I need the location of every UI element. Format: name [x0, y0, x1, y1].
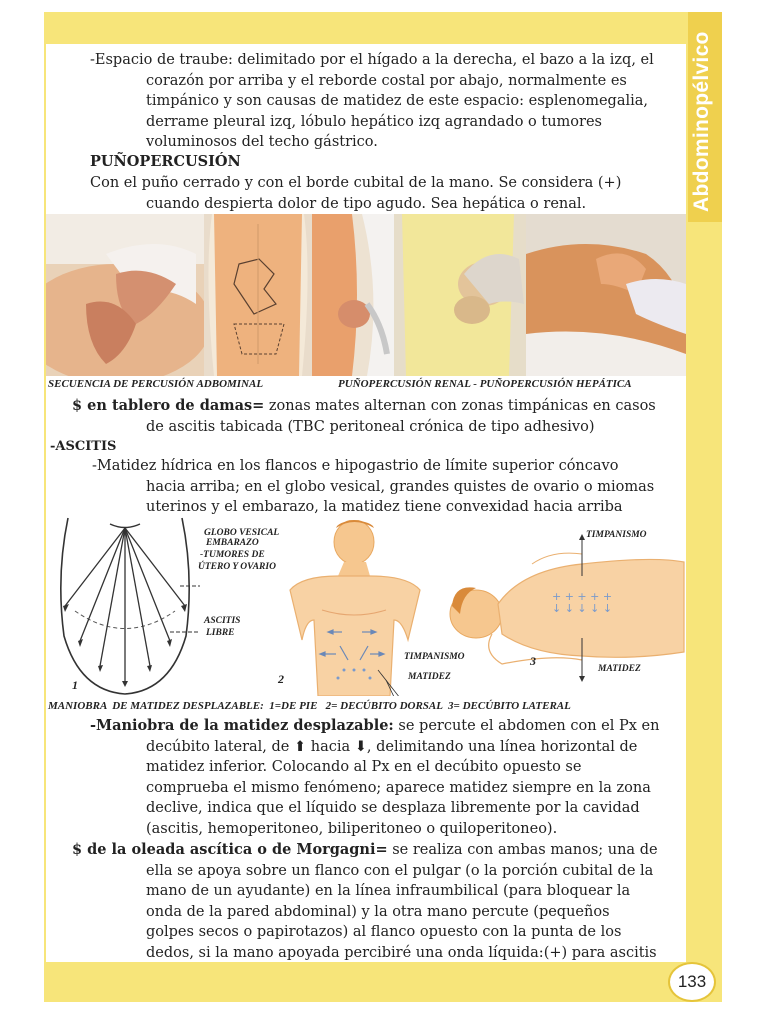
- punopercusion-heading: PUÑOPERCUSIÓN: [90, 153, 241, 170]
- text-line: derrame pleural izq, lóbulo hepático izq agrandado o tumores: [146, 113, 602, 130]
- svg-text:↓ ↓ ↓ ↓ ↓: ↓ ↓ ↓ ↓ ↓: [552, 602, 613, 615]
- label-number-3: 3: [530, 654, 536, 668]
- text-line: -Espacio de traube: delimitado por el hígado a la derecha, el bazo a la izq, el: [90, 52, 654, 68]
- photo-percussion-sequence: [204, 214, 312, 376]
- label-matidez-lateral: MATIDEZ: [598, 664, 641, 674]
- figure-caption: MANIOBRA DE MATIDEZ DESPLAZABLE: 1=DE PIE 2= DECÚBITO DORSAL 3= DECÚBITO LATERAL: [48, 700, 571, 712]
- text-line: timpánico y son causas de matidez de este espacio: esplenomegalia,: [146, 93, 648, 110]
- photo-abdominal-percussion: [46, 214, 204, 376]
- text-line: mano de un ayudante) en la línea infraumbilical (para bloquear la: [146, 883, 631, 900]
- text-line: Con el puño cerrado y con el borde cubital de la mano. Se considera (+): [90, 175, 622, 191]
- ascitis-paragraph: [92, 456, 684, 518]
- label-number-1: 1: [72, 678, 78, 692]
- label-matidez-supine: MATIDEZ: [408, 672, 451, 682]
- text-fragment: se realiza con ambas manos; una de: [387, 842, 658, 858]
- text-line: dedos, si la mano apoyada percibiré una onda líquida:(+) para ascitis: [146, 944, 657, 961]
- text-line: (ascitis, hemoperitoneo, biliperitoneo o quiloperitoneo).: [146, 820, 558, 837]
- punopercusion-paragraph: [90, 173, 684, 214]
- label-utero-ovario: ÚTERO Y OVARIO: [198, 562, 276, 572]
- photo-hepatic-fist-percussion: [394, 214, 526, 376]
- text-line: matidez inferior. Colocando al Px en el decúbito opuesto se: [146, 759, 582, 776]
- label-tumores: -TUMORES DE: [200, 550, 265, 560]
- label-libre: LIBRE: [206, 628, 235, 638]
- text-line: onda de la pared abdominal) y la otra mano percute (pequeños: [146, 903, 610, 920]
- photo-renal-fist-percussion: [312, 214, 394, 376]
- section-tab-label: Abdominopélvico: [690, 31, 713, 212]
- label-timpanismo-supine: TIMPANISMO: [404, 652, 465, 662]
- maniobra-paragraph: [90, 716, 684, 840]
- photo-caption-right: PUÑOPERCUSIÓN RENAL - PUÑOPERCUSIÓN HEPÁTICA: [338, 378, 632, 390]
- svg-text:+ + + + +: + + + + +: [552, 590, 613, 603]
- label-timpanismo-lateral: TIMPANISMO: [586, 530, 647, 540]
- text-line: -Matidez hídrica en los flancos e hipogastrio de límite superior cóncavo: [92, 458, 619, 474]
- label-globo-vesical: GLOBO VESICAL: [204, 528, 280, 538]
- ascitis-heading: -ASCITIS: [50, 439, 117, 454]
- text-line: voluminosos del techo gástrico.: [146, 134, 378, 151]
- text-line: comprueba el mismo fenómeno; aparece matidez siempre en la zona: [146, 779, 651, 796]
- text-line: declive, indica que el líquido se desplaza libremente por la cavidad: [146, 800, 640, 817]
- maniobra-lead: -Maniobra de la matidez desplazable:: [90, 717, 394, 734]
- traube-paragraph: [90, 50, 684, 153]
- label-embarazo: EMBARAZO: [206, 538, 259, 548]
- text-line: uterinos y el embarazo, la matidez tiene convexidad hacia arriba: [146, 499, 623, 516]
- oleada-lead: $ de la oleada ascítica o de Morgagni=: [72, 841, 388, 858]
- page-number: 133: [668, 962, 716, 1002]
- page-content: [46, 44, 686, 962]
- section-tab: [688, 12, 722, 222]
- oleada-paragraph: [72, 840, 684, 964]
- photo-flank-percussion: [526, 214, 686, 376]
- label-ascitis: ASCITIS: [204, 616, 241, 626]
- text-line: decúbito lateral, de ⬆ hacia ⬇, delimitando una línea horizontal de: [146, 738, 638, 755]
- diagram-lateral-figure: [432, 534, 686, 684]
- diagram-supine-figure: [282, 520, 432, 696]
- text-line: de ascitis tabicada (TBC peritoneal crónica de tipo adhesivo): [146, 418, 595, 435]
- text-line: corazón por arriba y el reborde costal por abajo, normalmente es: [146, 72, 627, 89]
- text-line: hacia arriba; en el globo vesical, grandes quistes de ovario o miomas: [146, 478, 655, 495]
- photo-caption-left: SECUENCIA DE PERCUSIÓN ADBOMINAL: [48, 378, 264, 390]
- text-line: ella se apoya sobre un flanco con el pulgar (o la porción cubital de la: [146, 862, 654, 879]
- diagram-standing-abdomen: [50, 516, 200, 698]
- tablero-paragraph: [72, 396, 684, 437]
- text-line: cuando despierta dolor de tipo agudo. Sea hepática o renal.: [146, 195, 587, 212]
- text-line: golpes secos o papirotazos) al flanco opuesto con la punta de los: [146, 924, 622, 941]
- text-line: [90, 716, 684, 737]
- text-fragment: zonas mates alternan con zonas timpánicas en casos: [264, 398, 656, 414]
- text-line: [72, 840, 684, 861]
- label-number-2: 2: [278, 672, 284, 686]
- text-line: [72, 396, 684, 417]
- text-fragment: se percute el abdomen con el Px en: [393, 718, 660, 734]
- tablero-lead: $ en tablero de damas=: [72, 397, 265, 414]
